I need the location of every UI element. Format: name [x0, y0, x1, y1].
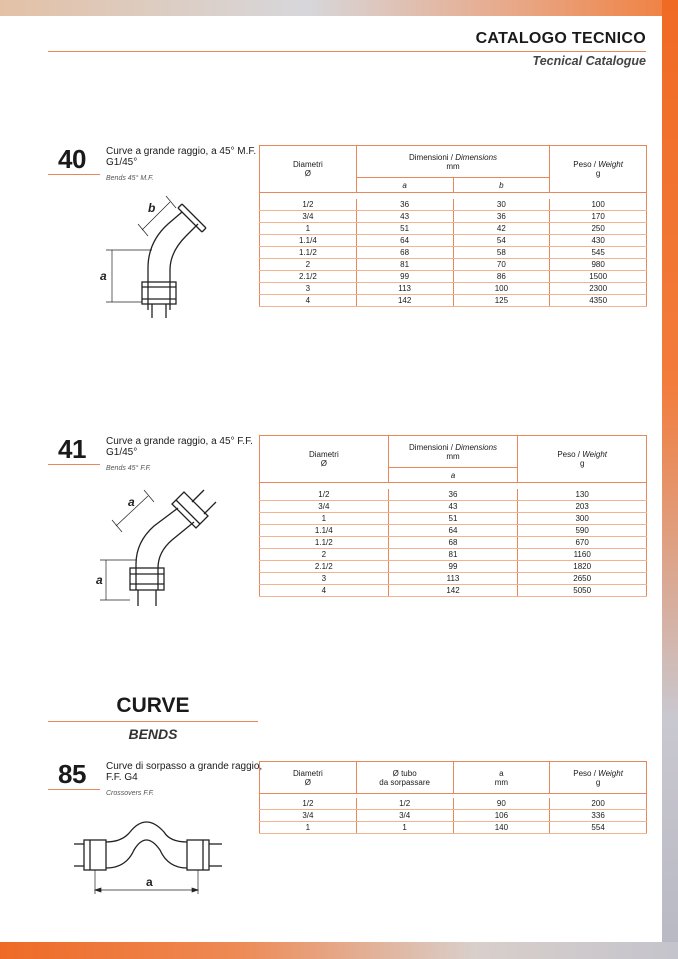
col-diametri: Diametri Ø	[260, 762, 357, 794]
col-diametri: Diametri Ø	[260, 146, 357, 193]
col-a: a	[388, 468, 518, 483]
drawing-label-a: a	[100, 269, 107, 283]
curve-rule	[48, 721, 258, 722]
table-row: 1/2 36 130	[260, 489, 647, 501]
table-row: 4 142 125 4350	[260, 295, 647, 307]
section-description: Curve di sorpasso a grande raggio, F.F. G4	[106, 761, 263, 783]
col-tubo: Ø tubo da sorpassare	[356, 762, 453, 794]
table-row: 3 113 2650	[260, 573, 647, 585]
section-rule	[48, 464, 100, 465]
col-dimensioni: Dimensioni / Dimensions mm	[356, 146, 549, 178]
table-row: 4 142 5050	[260, 585, 647, 597]
table-row: 3/4 3/4 106 336	[260, 810, 647, 822]
section-number: 85	[58, 759, 86, 789]
col-dimensioni: Dimensioni / Dimensions mm	[388, 436, 518, 468]
drawing-label-a: a	[146, 875, 153, 889]
curve-subtitle: BENDS	[128, 726, 178, 742]
col-peso: Peso / Weight g	[550, 762, 647, 794]
top-decor-bar	[0, 0, 678, 16]
header-rule	[48, 51, 646, 52]
bottom-decor-bar	[0, 942, 678, 959]
table-row: 1.1/2 68 670	[260, 537, 647, 549]
table-row: 1/2 1/2 90 200	[260, 798, 647, 810]
table-row: 1.1/4 64 54 430	[260, 235, 647, 247]
section-description-en: Crossovers F.F.	[106, 790, 154, 797]
table-85	[259, 761, 647, 834]
table-41	[259, 435, 647, 597]
table-40	[259, 145, 647, 307]
section-description-en: Bends 45° M.F.	[106, 175, 154, 182]
section-description: Curve a grande raggio, a 45° M.F. G1/45°	[106, 146, 257, 168]
table-row: 3/4 43 203	[260, 501, 647, 513]
table-row: 2.1/2 99 86 1500	[260, 271, 647, 283]
table-row: 2.1/2 99 1820	[260, 561, 647, 573]
curve-title: CURVE	[116, 694, 190, 717]
table-row: 1 1 140 554	[260, 822, 647, 834]
section-description-en: Bends 45° F.F.	[106, 465, 151, 472]
header-title: CATALOGO TECNICO	[475, 30, 646, 47]
col-b: b	[453, 178, 550, 193]
drawing-label-b: b	[148, 201, 156, 215]
table-row: 1 51 300	[260, 513, 647, 525]
table-row: 3 113 100 2300	[260, 283, 647, 295]
section-rule	[48, 789, 100, 790]
col-peso: Peso / Weight g	[518, 436, 647, 483]
section-number: 40	[58, 144, 86, 174]
bend-45-mf-drawing	[90, 190, 225, 325]
table-row: 1 51 42 250	[260, 223, 647, 235]
header-subtitle: Tecnical Catalogue	[532, 54, 646, 68]
col-peso: Peso / Weight g	[550, 146, 647, 193]
table-row: 1.1/2 68 58 545	[260, 247, 647, 259]
section-description: Curve a grande raggio, a 45° F.F. G1/45°	[106, 436, 253, 458]
table-row: 2 81 70 980	[260, 259, 647, 271]
drawing-label-a-diagonal: a	[128, 495, 135, 509]
right-decor-bar	[662, 0, 678, 959]
bend-45-ff-drawing	[92, 482, 222, 617]
table-row: 2 81 1160	[260, 549, 647, 561]
section-number: 41	[58, 434, 86, 464]
crossover-ff-drawing	[70, 818, 245, 900]
col-a: a mm	[453, 762, 550, 794]
col-a: a	[356, 178, 453, 193]
drawing-label-a-vertical: a	[96, 573, 103, 587]
table-row: 1.1/4 64 590	[260, 525, 647, 537]
table-row: 1/2 36 30 100	[260, 199, 647, 211]
section-rule	[48, 174, 100, 175]
col-diametri: Diametri Ø	[260, 436, 389, 483]
table-row: 3/4 43 36 170	[260, 211, 647, 223]
